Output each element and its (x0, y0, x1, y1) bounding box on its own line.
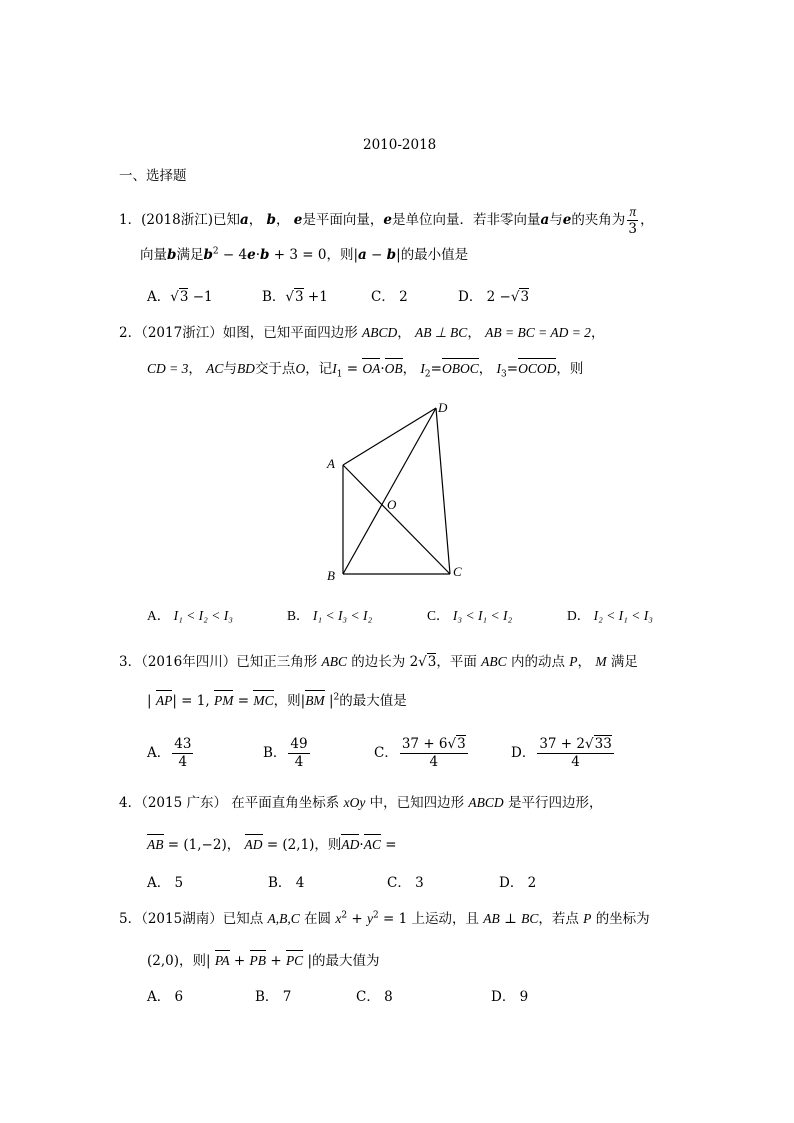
question-1-option-a[interactable]: A．√3 −1 (147, 289, 213, 305)
question-1-line-1: 1．(2018浙江)已知a， b， e是平面向量，e是单位向量．若非零向量a与e的夹角为 $\frac{\pi}{3}$ ， (119, 204, 654, 237)
diagonal-bd (343, 408, 436, 574)
question-2-option-c[interactable]: C． I₃ < I₁ < I₂ (427, 608, 513, 623)
question-5-option-a[interactable]: A． 6 (147, 989, 184, 1005)
question-1-line-2: 向量b满足$b^2 - 4e\cdot b + 3 = 0$，则|a − b|的最小值是 (140, 246, 469, 263)
question-4-line-1: 4．（2015 广东） 在平面直角坐标系 xOy 中，已知四边形 ABCD 是平行四边形， (119, 795, 603, 811)
edge-dc (436, 408, 450, 574)
question-4-option-c[interactable]: C． 3 (387, 875, 424, 891)
label-a: A (327, 456, 335, 471)
label-b: B (327, 568, 335, 583)
question-3-option-c[interactable]: C． $\frac{37 + 6√3}{4}$ (374, 736, 466, 770)
question-3-option-b[interactable]: B． $\frac{49}{4}$ (263, 736, 308, 770)
diagonal-ac (343, 465, 450, 574)
question-number: 3． (119, 654, 142, 670)
question-2-option-d[interactable]: D． I₂ < I₁ < I₃ (567, 608, 653, 623)
question-5-line-2: (2,0)，则| PA + PB + PC |的最大值为 (147, 953, 380, 969)
question-source: (2018浙江) (141, 212, 213, 228)
question-number: 2． (119, 325, 142, 341)
question-source: （2017浙江） (141, 325, 223, 341)
quadrilateral-figure (320, 398, 480, 588)
question-3-option-d[interactable]: D． $\frac{37 + 2√33}{4}$ (511, 736, 612, 770)
label-d: D (438, 400, 448, 415)
question-5-option-c[interactable]: C． 8 (356, 989, 393, 1005)
question-1-option-c[interactable]: C． 2 (371, 289, 408, 305)
question-4-option-a[interactable]: A． 5 (147, 875, 184, 891)
question-2-option-b[interactable]: B． I₁ < I₃ < I₂ (287, 608, 373, 623)
question-3-option-a[interactable]: A． $\frac{43}{4}$ (147, 736, 192, 770)
question-4-line-2: AB = (1,−2)， AD = (2,1)，则AD·AC = (147, 837, 397, 853)
question-5-option-b[interactable]: B． 7 (255, 989, 292, 1005)
question-4-option-b[interactable]: B． 4 (268, 875, 305, 891)
question-source: （2015 广东） (141, 795, 227, 811)
question-5-line-1: 5．（2015湖南）已知点 A,B,C 在圆 $x^2 + y^2 = 1$ 上运动，且 AB ⊥ BC，若点 P 的坐标为 (119, 910, 650, 927)
question-5-option-d[interactable]: D． 9 (491, 989, 529, 1005)
question-2-option-a[interactable]: A． I₁ < I₂ < I₃ (147, 608, 233, 623)
question-number: 1． (119, 212, 142, 228)
question-1-option-d[interactable]: D． 2 −√3 (458, 289, 530, 305)
question-3-line-1: 3．（2016年四川）已知正三角形 ABC 的边长为 2√3，平面 ABC 内的动点 P， M 满足 (119, 654, 638, 670)
question-number: 5． (119, 911, 142, 927)
label-o: O (387, 497, 397, 512)
page-title: 2010-2018 (363, 137, 437, 153)
label-c: C (453, 564, 462, 579)
edge-ad (343, 408, 436, 465)
question-4-option-d[interactable]: D． 2 (499, 875, 537, 891)
question-2-line-2: CD = 3， AC与BD交于点O，记$I_1 = OA\cdot OB$， $I_2=OBOC$， $I_3=OCOD$，则 (147, 361, 584, 380)
question-1-option-b[interactable]: B．√3 +1 (262, 289, 328, 305)
question-source: （2015湖南） (141, 911, 223, 927)
question-number: 4． (119, 795, 142, 811)
section-heading: 一、选择题 (119, 168, 187, 184)
question-source: （2016年四川） (141, 654, 237, 670)
question-3-line-2: | AP| = 1, PM = MC，则|BM $|^2$的最大值是 (147, 692, 407, 709)
question-2-line-1: 2．（2017浙江）如图，已知平面四边形 ABCD， AB ⊥ BC， AB = BC = AD = 2， (119, 325, 605, 341)
